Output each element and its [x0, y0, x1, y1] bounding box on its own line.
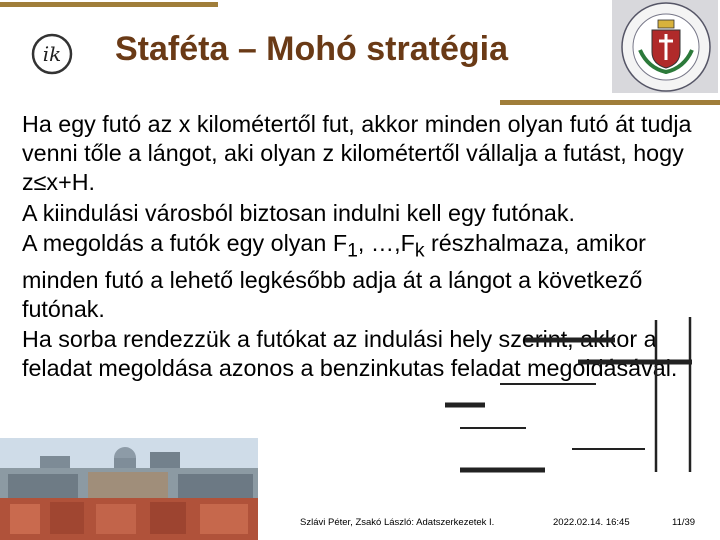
ik-logo-icon [30, 32, 74, 76]
paragraph-2: A kiindulási városból biztosan indulni kell egy futónak. [22, 199, 575, 226]
footer-date: 2022.02.14. 16:45 [553, 517, 630, 528]
subscript-k: k [414, 239, 425, 262]
subscript-1: 1 [347, 239, 358, 262]
paragraph-3 [22, 229, 702, 324]
slide-title: Staféta – Mohó stratégia [115, 30, 508, 68]
logo-text: ik [42, 42, 62, 66]
runner-segments-diagram [400, 312, 710, 492]
footer-author: Szlávi Péter, Zsakó László: Adatszerkezetek I. [300, 517, 495, 528]
title-underline-bar [500, 100, 720, 105]
campus-building-image [0, 438, 258, 540]
top-accent-bar [0, 2, 218, 7]
footer-page-number: 11/39 [672, 517, 696, 528]
paragraph-3-part-1: A megoldás a futók egy olyan F [22, 229, 348, 256]
paragraph-3-part-3: részhalmaza, amikor minden futó a lehető legkésőbb adja át a lángot a következő futónak. [22, 229, 646, 322]
paragraph-3-part-2: , …,F [357, 229, 415, 256]
university-seal-icon [612, 0, 718, 93]
paragraph-1: Ha egy futó az x kilométertől fut, akkor minden olyan futó át tudja venni tőle a lángot, aki olyan z kilométertől vállalja a futást, hogy z≤x+H. [22, 111, 692, 196]
paragraph-4: Ha sorba rendezzük a futókat az indulási hely szerint, akkor a feladat megoldása azonos a benzinkutas feladat megoldásával. [22, 326, 678, 382]
